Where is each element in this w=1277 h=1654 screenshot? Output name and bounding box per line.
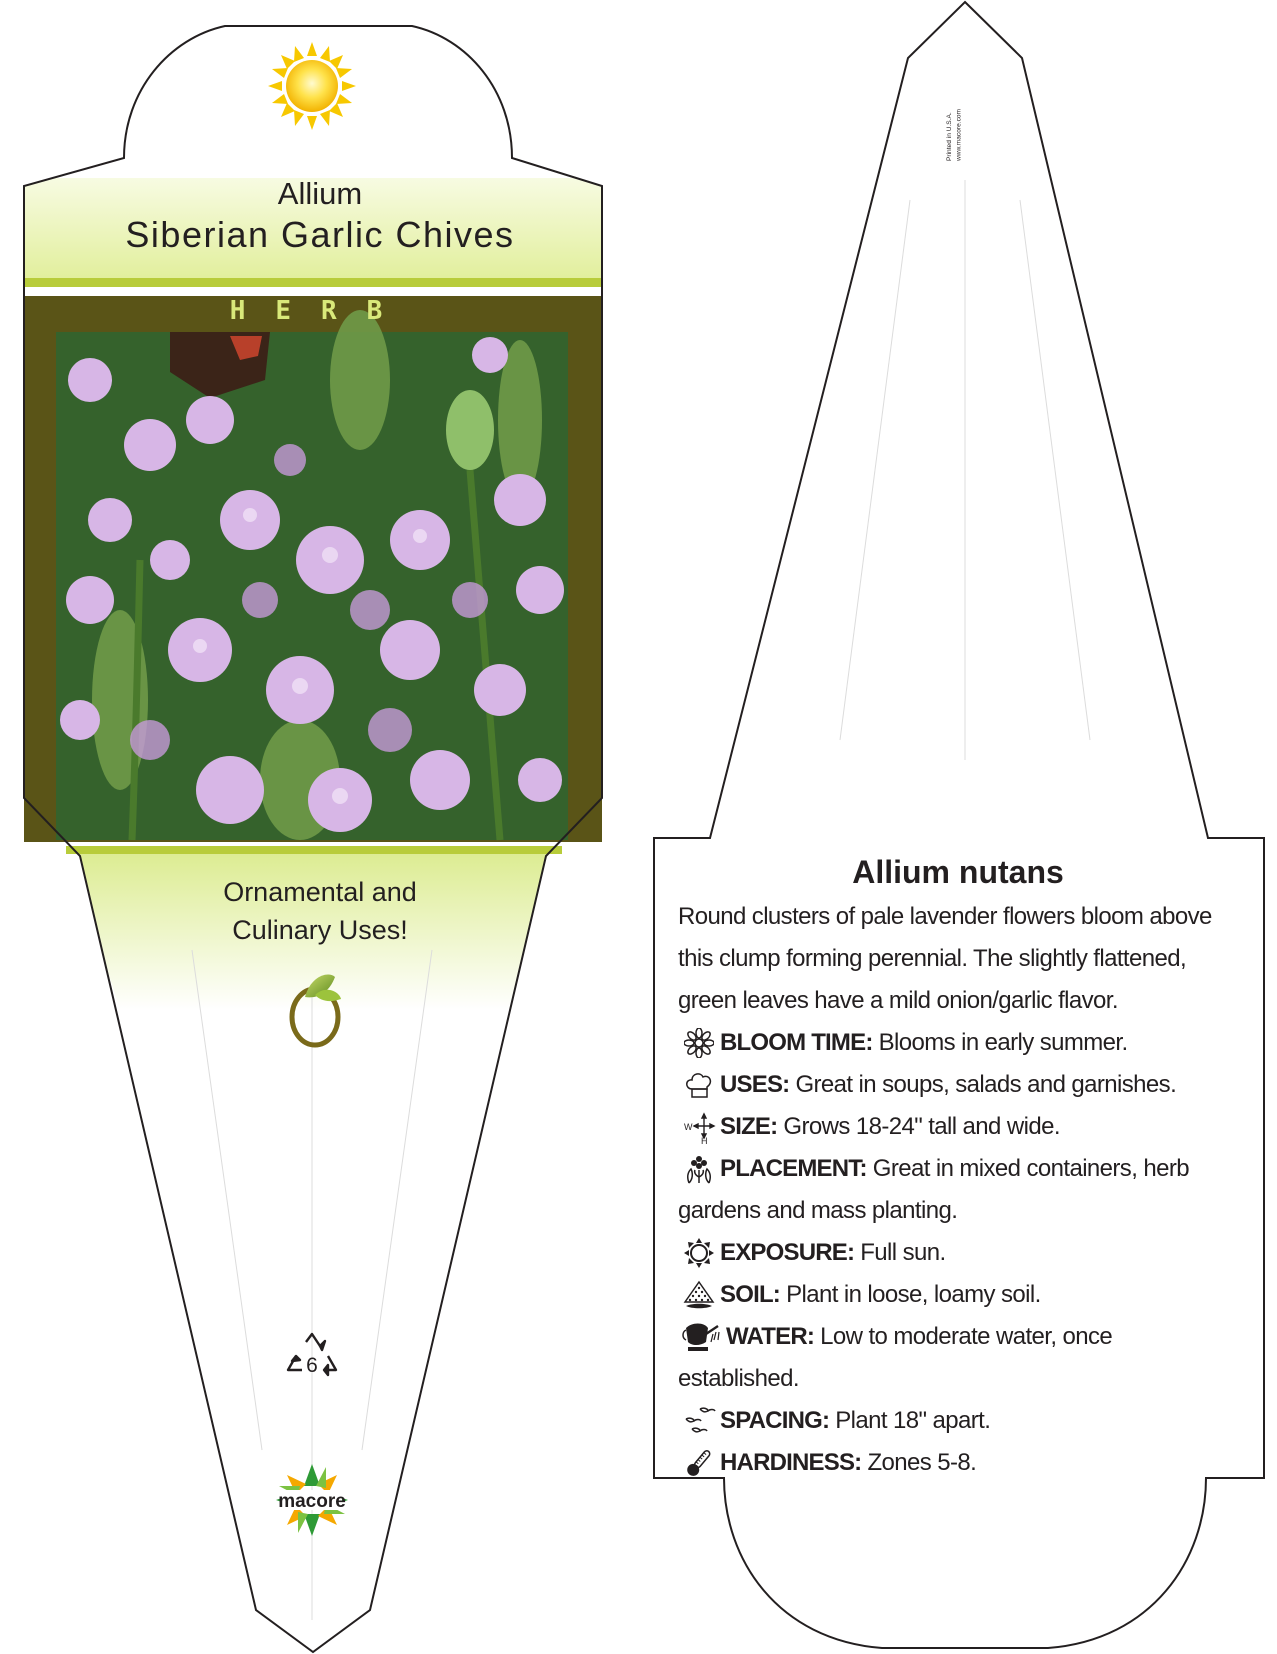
sun-outline-icon <box>678 1232 720 1274</box>
attr-label: USES: <box>720 1071 790 1098</box>
attr-value: Plant in loose, loamy soil. <box>786 1281 1041 1308</box>
attr-placement <box>678 1148 1238 1232</box>
website: www.macore.com <box>955 108 963 161</box>
brand-name: macore <box>278 1491 346 1512</box>
attr-label: SOIL: <box>720 1281 780 1308</box>
plant-photo <box>56 310 568 840</box>
attr-label: PLACEMENT: <box>720 1155 867 1182</box>
genus-name: Allium <box>277 176 363 211</box>
plants-icon <box>678 1148 720 1190</box>
attr-value: Full sun. <box>860 1239 946 1266</box>
attr-label: SPACING: <box>720 1407 830 1434</box>
tagline-line-2: Culinary Uses! <box>232 915 408 945</box>
category-label: HERB <box>229 296 413 326</box>
attr-water <box>678 1316 1238 1400</box>
print-info <box>942 48 964 208</box>
attr-bloom-time <box>678 1022 1238 1064</box>
attr-hardiness <box>678 1442 1238 1484</box>
attr-value: Low to moderate water, once <box>820 1323 1113 1350</box>
attr-size <box>678 1106 1238 1148</box>
attr-continuation: gardens and mass planting. <box>678 1197 958 1224</box>
attr-value: Great in soups, salads and garnishes. <box>795 1071 1177 1098</box>
attr-spacing <box>678 1400 1238 1442</box>
attr-label: EXPOSURE: <box>720 1239 855 1266</box>
seedlings-icon <box>678 1400 720 1442</box>
attr-value: Zones 5-8. <box>867 1449 977 1476</box>
attr-label: WATER: <box>726 1323 815 1350</box>
attr-continuation: established. <box>678 1365 799 1392</box>
attr-label: HARDINESS: <box>720 1449 862 1476</box>
printed-in: Printed in U.S.A. <box>945 112 953 161</box>
attr-uses <box>678 1064 1238 1106</box>
recycle-number: 6 <box>306 1354 318 1377</box>
watering-can-icon <box>678 1316 726 1358</box>
soil-icon <box>678 1274 720 1316</box>
common-name: Siberian Garlic Chives <box>125 214 515 255</box>
svg-text:W: W <box>684 1122 692 1132</box>
svg-text:H: H <box>701 1136 707 1144</box>
botanical-name: Allium nutans <box>852 854 1064 890</box>
flower-icon <box>678 1022 720 1064</box>
attr-value: Great in mixed containers, herb <box>872 1155 1189 1182</box>
attr-value: Grows 18-24" tall and wide. <box>783 1113 1060 1140</box>
description: Round clusters of pale lavender flowers bloom above this clump forming perennial. The slightly flattened, green leaves have a mild onion/garlic flavor. <box>678 903 1212 1014</box>
attr-value: Plant 18" apart. <box>835 1407 991 1434</box>
attr-exposure <box>678 1232 1238 1274</box>
full-sun-icon <box>268 42 356 130</box>
attr-value: Blooms in early summer. <box>878 1029 1128 1056</box>
tagline <box>100 873 540 949</box>
attr-label: BLOOM TIME: <box>720 1029 873 1056</box>
size-arrows-icon <box>678 1106 720 1148</box>
plant-info <box>678 852 1238 1484</box>
thermometer-icon <box>678 1442 720 1484</box>
chef-hat-icon <box>678 1064 720 1106</box>
attr-soil <box>678 1274 1238 1316</box>
tagline-line-1: Ornamental and <box>223 877 417 907</box>
attr-label: SIZE: <box>720 1113 778 1140</box>
